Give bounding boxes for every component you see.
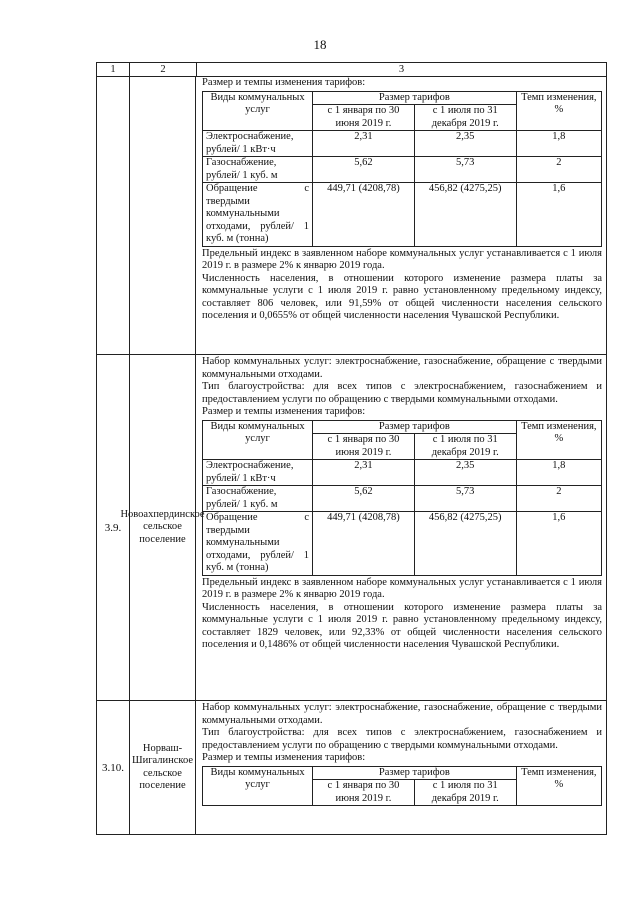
header-col-1: 1 <box>97 63 130 76</box>
header-col-3: 3 <box>398 64 405 75</box>
tariff-value-2: 5,73 <box>414 157 516 183</box>
tariff-value-2: 456,82 (4275,25) <box>414 512 516 576</box>
rates-title: Размер и темпы изменения тарифов: <box>202 406 366 417</box>
col-period1-header: с 1 января по 30 июня 2019 г. <box>313 434 415 460</box>
col-period1-header: с 1 января по 30 июня 2019 г. <box>313 780 415 806</box>
table-row <box>96 76 607 355</box>
tariff-name: Обращение с твердыми коммунальными отходами, рублей/ 1 куб. м (тонна) <box>203 512 313 576</box>
tariff-value-1: 5,62 <box>313 157 415 183</box>
tariff-value-2: 2,35 <box>414 460 516 486</box>
tariff-rate: 1,8 <box>516 131 601 157</box>
col-rate-header: Темп изменения, % <box>516 766 601 806</box>
tariff-value-1: 449,71 (4208,78) <box>313 183 415 247</box>
tariff-value-1: 2,31 <box>313 131 415 157</box>
rates-title: Размер и темпы изменения тарифов: <box>202 752 366 763</box>
row-content <box>197 76 606 354</box>
tariff-name: Электроснабжение, рублей/ 1 кВт·ч <box>203 131 313 157</box>
table-header-row <box>96 62 607 77</box>
tariff-table <box>202 420 602 576</box>
tariff-rate: 2 <box>516 157 601 183</box>
col-kinds-header: Виды коммунальных услуг <box>203 91 313 131</box>
tariff-name: Электроснабжение, рублей/ 1 кВт·ч <box>203 460 313 486</box>
row-number: 3.10. <box>97 701 130 834</box>
tariff-value-1: 449,71 (4208,78) <box>313 512 415 576</box>
page-number: 18 <box>313 37 327 52</box>
improvement-text: Тип благоустройства: для всех типов с электроснабжением, газоснабжением и предоставлением услуги по обращению с твердыми коммунальными отходами. <box>202 381 602 405</box>
col-size-header: Размер тарифов <box>313 91 517 105</box>
col-period1-header: с 1 января по 30 июня 2019 г. <box>313 105 415 131</box>
col-kinds-header: Виды коммунальных услуг <box>203 766 313 806</box>
col-rate-header: Темп изменения, % <box>516 420 601 460</box>
population-text: Численность населения, в отношении которого изменение размера платы за коммунальные услуги с 1 июля 2019 г. равно установленному предельному индексу, составляет 1829 человек, или 92,33% от общей численности населения сельского поселения и 0,1486% от общей численности населения Чувашской Республики. <box>202 601 602 650</box>
table-row <box>96 355 607 701</box>
col-rate-header: Темп изменения, % <box>516 91 601 131</box>
tariff-rate: 1,6 <box>516 183 601 247</box>
col-size-header: Размер тарифов <box>313 420 517 434</box>
tariff-value-2: 5,73 <box>414 486 516 512</box>
col-period2-header: с 1 июля по 31 декабря 2019 г. <box>414 434 516 460</box>
col-size-header: Размер тарифов <box>313 766 517 780</box>
tariff-rate: 2 <box>516 486 601 512</box>
settlement-name: Норваш-Шигалинское сельское поселение <box>130 701 196 834</box>
row-number <box>97 76 130 354</box>
services-text: Набор коммунальных услуг: электроснабжение, газоснабжение, обращение с твердыми коммунальными отходами. <box>202 356 602 380</box>
col-period2-header: с 1 июля по 31 декабря 2019 г. <box>414 780 516 806</box>
index-text: Предельный индекс в заявленном наборе коммунальных услуг устанавливается с 1 июля 2019 г. в размере 2% к январю 2019 года. <box>202 576 602 600</box>
tariff-value-1: 5,62 <box>313 486 415 512</box>
row-content <box>197 355 606 700</box>
table-row <box>96 701 607 835</box>
rates-title: Размер и темпы изменения тарифов: <box>202 77 366 88</box>
settlement-name: Новоахпердинское сельское поселение <box>130 355 196 700</box>
row-content <box>197 701 606 834</box>
tariff-value-2: 456,82 (4275,25) <box>414 183 516 247</box>
tariff-rate: 1,6 <box>516 512 601 576</box>
col-period2-header: с 1 июля по 31 декабря 2019 г. <box>414 105 516 131</box>
index-text: Предельный индекс в заявленном наборе коммунальных услуг устанавливается с 1 июля 2019 г. в размере 2% к январю 2019 года. <box>202 247 602 271</box>
improvement-text: Тип благоустройства: для всех типов с электроснабжением, газоснабжением и предоставлением услуги по обращению с твердыми коммунальными отходами. <box>202 727 602 751</box>
services-text: Набор коммунальных услуг: электроснабжение, газоснабжение, обращение с твердыми коммунальными отходами. <box>202 702 602 726</box>
tariff-table <box>202 91 602 247</box>
tariff-name: Обращение с твердыми коммунальными отходами, рублей/ 1 куб. м (тонна) <box>203 183 313 247</box>
tariff-value-1: 2,31 <box>313 460 415 486</box>
row-number: 3.9. <box>97 355 130 700</box>
tariff-name: Газоснабжение, рублей/ 1 куб. м <box>203 486 313 512</box>
population-text: Численность населения, в отношении которого изменение размера платы за коммунальные услуги с 1 июля 2019 г. равно установленному предельному индексу, составляет 806 человек, или 91,59% от общей численности населения сельского поселения и 0,0655% от общей численности населения Чувашской Республики. <box>202 272 602 321</box>
header-col-2: 2 <box>130 63 197 76</box>
tariff-value-2: 2,35 <box>414 131 516 157</box>
tariff-rate: 1,8 <box>516 460 601 486</box>
col-kinds-header: Виды коммунальных услуг <box>203 420 313 460</box>
settlement-name <box>130 76 196 354</box>
tariff-name: Газоснабжение, рублей/ 1 куб. м <box>203 157 313 183</box>
tariff-table <box>202 766 602 807</box>
